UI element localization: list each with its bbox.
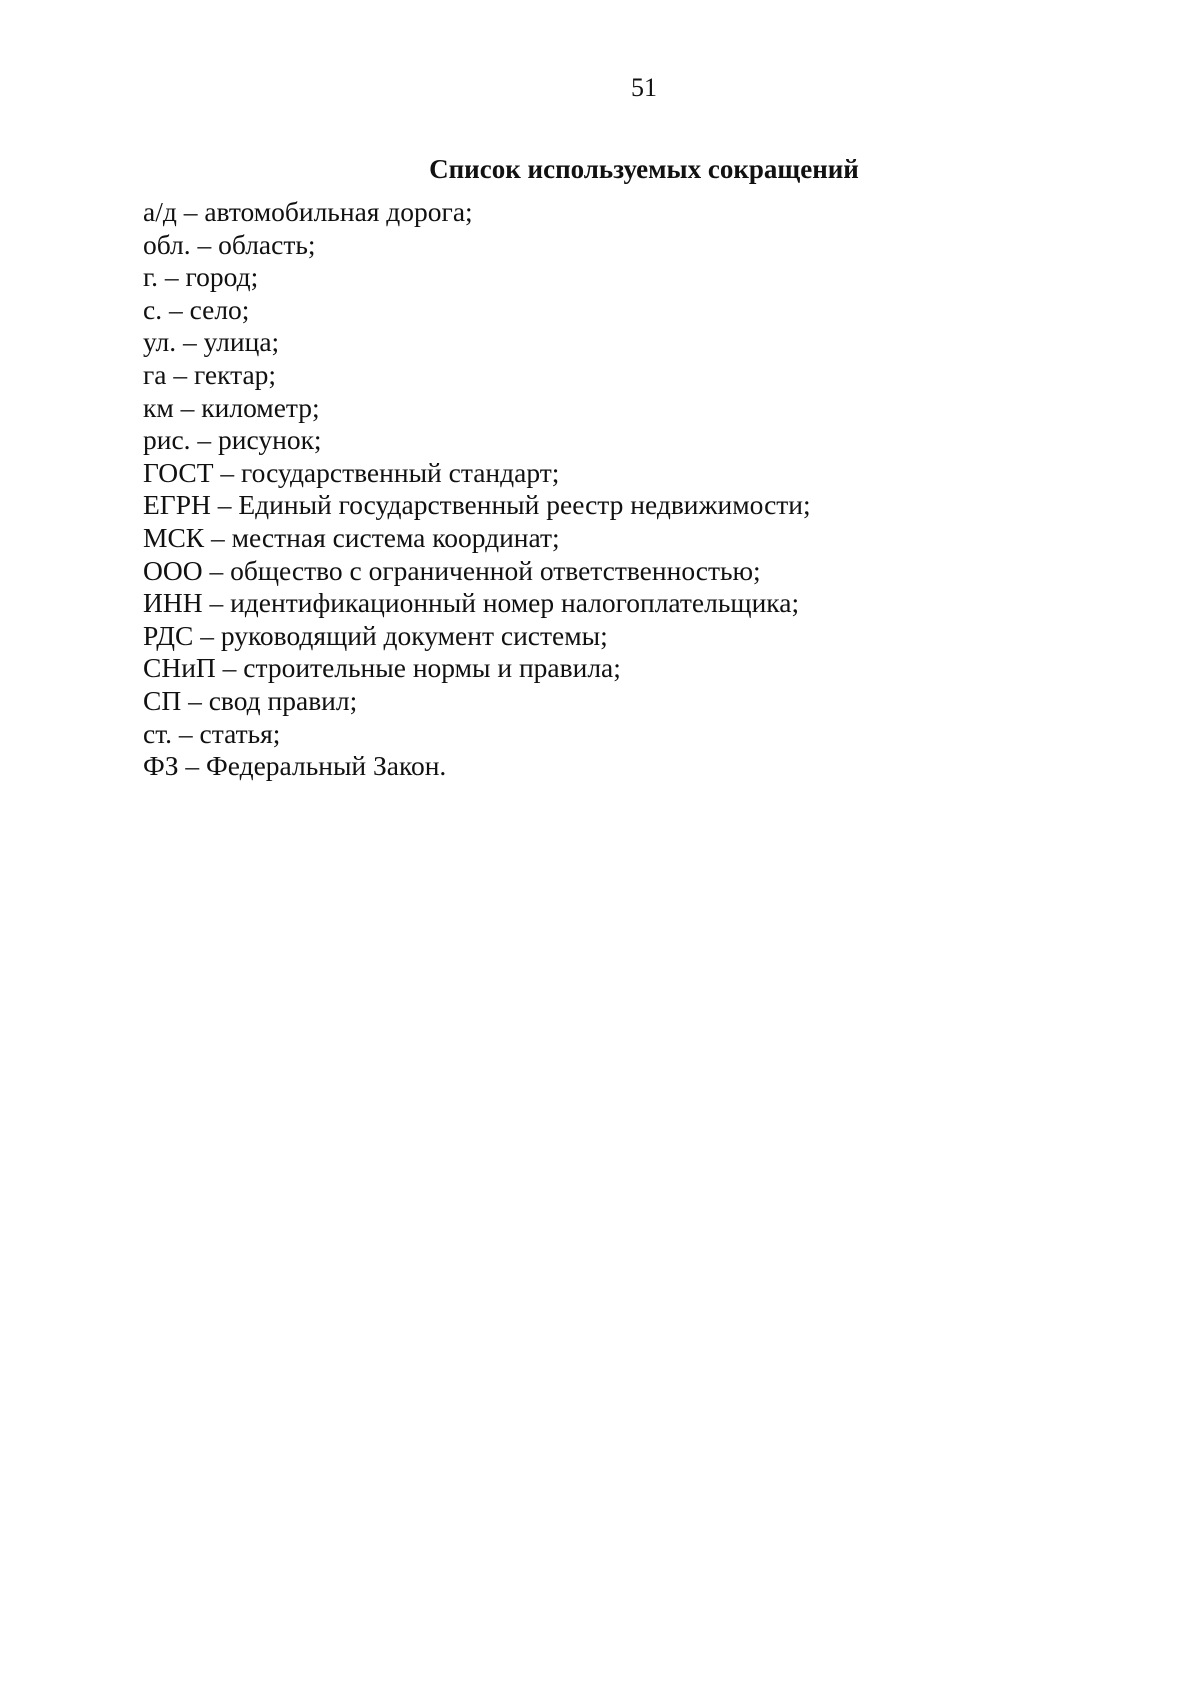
list-item: ул. – улица; (143, 326, 280, 358)
list-item: ООО – общество с ограниченной ответственностью; (143, 554, 761, 586)
list-item: а/д – автомобильная дорога; (143, 196, 473, 227)
list-item: км – километр; (143, 391, 320, 423)
list-item: МСК – местная система координат; (143, 521, 560, 553)
list-item: ФЗ – Федеральный Закон. (143, 750, 447, 782)
list-item: ГОСТ – государственный стандарт; (143, 456, 560, 488)
list-item: обл. – область; (143, 228, 316, 260)
list-item: с. – село; (143, 293, 250, 325)
list-item: ИНН – идентификационный номер налогоплательщика; (143, 587, 800, 619)
list-item: г. – город; (143, 261, 259, 293)
page-title: Список используемых сокращений (429, 154, 859, 184)
list-item: СНиП – строительные нормы и правила; (143, 652, 621, 684)
list-item: га – гектар; (143, 358, 277, 390)
page-number: 51 (631, 73, 657, 102)
list-item: РДС – руководящий документ системы; (143, 619, 608, 651)
list-item: СП – свод правил; (143, 684, 358, 716)
abbreviation-list (143, 196, 811, 783)
list-item: рис. – рисунок; (143, 424, 322, 456)
list-item: ст. – статья; (143, 717, 281, 749)
list-item: ЕГРН – Единый государственный реестр недвижимости; (143, 489, 811, 521)
